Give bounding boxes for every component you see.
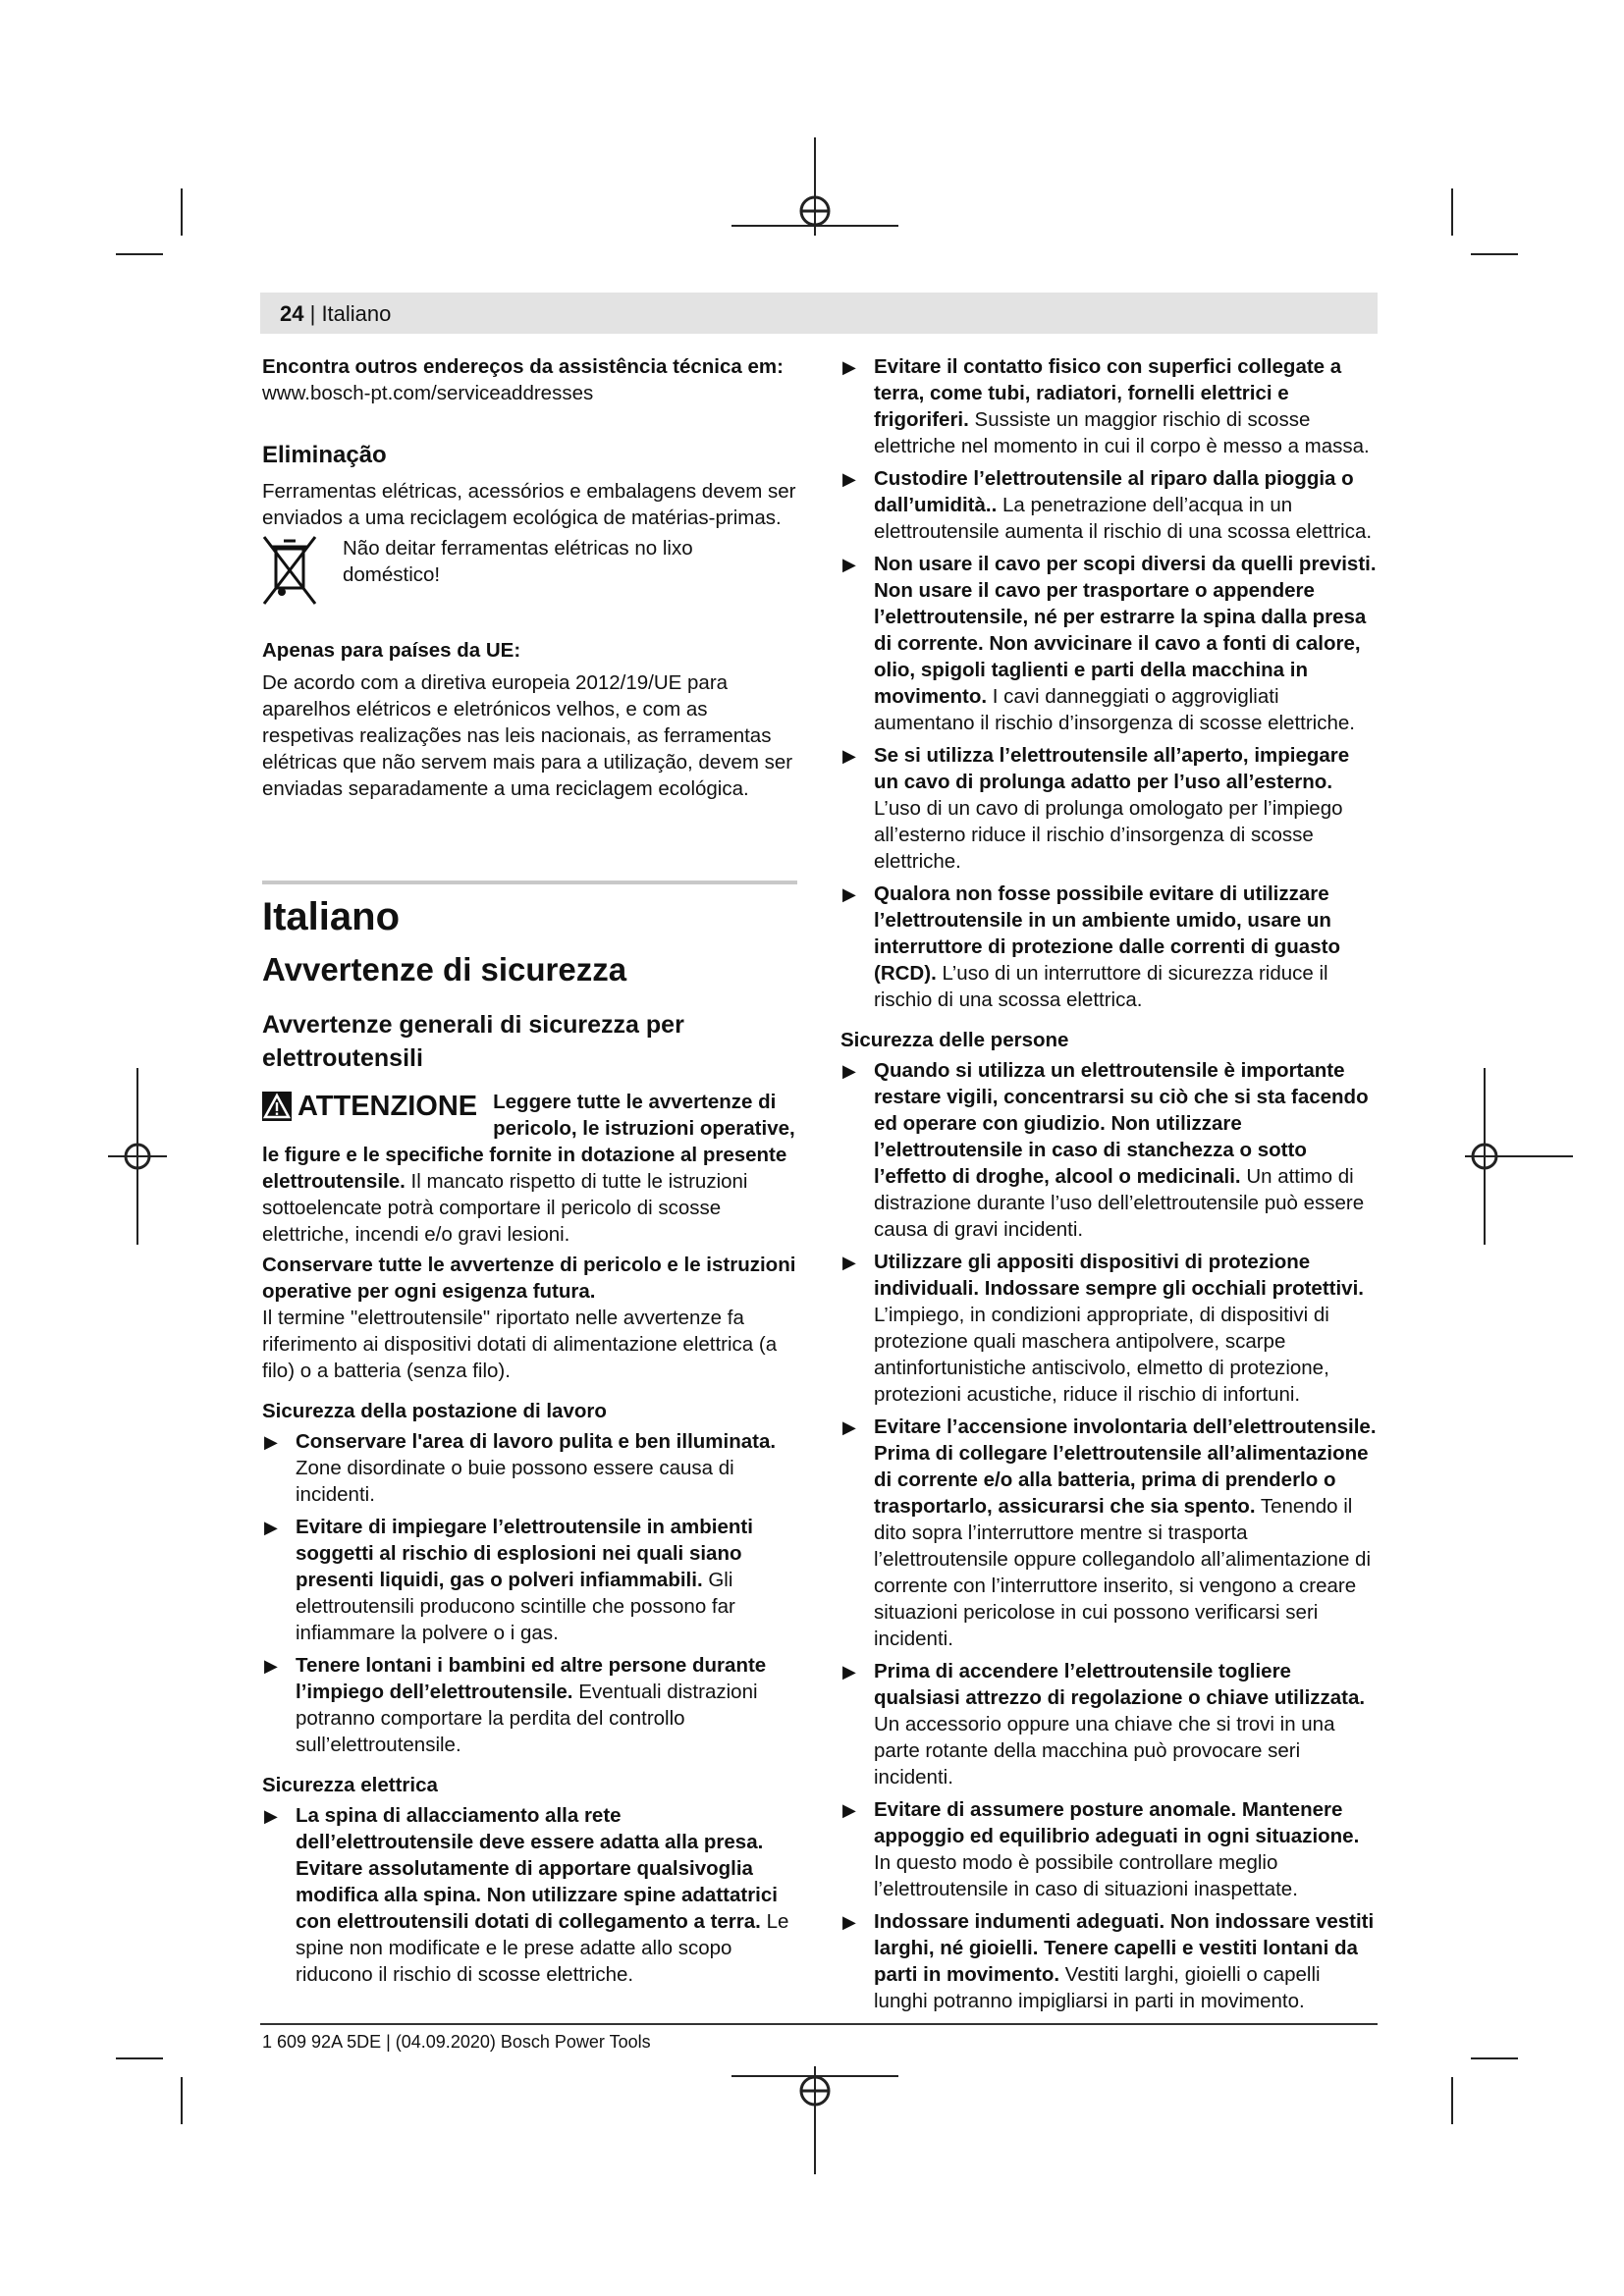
list-item bbox=[840, 1908, 1379, 2014]
bullet-arrow-icon: ▶ bbox=[842, 1912, 856, 1932]
language-heading: Italiano bbox=[262, 895, 401, 938]
bullet-arrow-icon: ▶ bbox=[264, 1806, 278, 1826]
work-area-list bbox=[262, 1428, 797, 1758]
warning-label: ATTENZIONE bbox=[298, 1091, 478, 1122]
item-bold: Qualora non fosse possibile evitare di utilizzare l’elettroutensile in un ambiente umido, usare un interruttore di protezione dalle correnti di guasto (RCD). bbox=[874, 882, 1340, 985]
bullet-arrow-icon: ▶ bbox=[842, 1061, 856, 1081]
list-item bbox=[840, 881, 1379, 1013]
right-column bbox=[840, 353, 1379, 2020]
warning-icon bbox=[262, 1092, 292, 1121]
safety-heading: Avvertenze di sicurezza bbox=[262, 951, 627, 988]
bullet-arrow-icon: ▶ bbox=[842, 884, 856, 904]
weee-notice bbox=[262, 535, 797, 614]
list-item bbox=[262, 1802, 797, 1988]
item-text: L’impiego, in condizioni appropriate, di dispositivi di protezione quali maschera antipolvere, scarpe antinfortunistiche antiscivolo, elmetto di protezione, protezioni acustiche, riduce il rischio di infortuni. bbox=[874, 1304, 1329, 1406]
eu-text: De acordo com a diretiva europeia 2012/19/UE para aparelhos elétricos e eletrónicos velhos, e com as respetivas realizações nas leis nacionais, as ferramentas elétricas que não servem mais para a utilização, devem ser enviadas separadamente a uma reciclagem ecológica. bbox=[262, 671, 793, 800]
registration-mark-left bbox=[108, 1068, 167, 1245]
bullet-arrow-icon: ▶ bbox=[842, 1662, 856, 1682]
list-item bbox=[840, 742, 1379, 875]
electrical-list-right bbox=[840, 353, 1379, 1013]
item-text: La penetrazione dell’acqua in un elettroutensile aumenta il rischio di una scossa elettrica. bbox=[874, 494, 1373, 543]
work-area-heading: Sicurezza della postazione di lavoro bbox=[262, 1400, 607, 1422]
item-bold: Conservare l'area di lavoro pulita e ben illuminata. bbox=[296, 1430, 777, 1453]
item-text: Zone disordinate o buie possono essere causa di incidenti. bbox=[296, 1457, 734, 1506]
item-bold: Evitare di assumere posture anomale. Mantenere appoggio ed equilibrio adeguati in ogni situazione. bbox=[874, 1798, 1360, 1847]
item-bold: La spina di allacciamento alla rete dell’elettroutensile deve essere adatta alla presa. Evitare assolutamente di apportare qualsivoglia modifica alla spina. Non utilizzare spine adattatrici con elettroutensili dotati di collegamento a terra. bbox=[296, 1804, 778, 1933]
list-item bbox=[840, 1658, 1379, 1790]
item-text: Eventuali distrazioni potranno comportare la perdita del controllo sull’elettroutensile. bbox=[296, 1681, 758, 1756]
crossed-bin-icon bbox=[262, 535, 317, 614]
header-language: Italiano bbox=[321, 301, 392, 326]
bullet-arrow-icon: ▶ bbox=[842, 555, 856, 574]
bullet-arrow-icon: ▶ bbox=[842, 746, 856, 766]
item-bold: Evitare di impiegare l’elettroutensile in ambienti soggetti al rischio di esplosioni nei quali siano presenti liquidi, gas o polveri infiammabili. bbox=[296, 1516, 753, 1591]
electrical-list-left bbox=[262, 1802, 797, 1988]
personal-heading: Sicurezza delle persone bbox=[840, 1029, 1069, 1051]
bullet-arrow-icon: ▶ bbox=[842, 357, 856, 377]
item-bold: Se si utilizza l’elettroutensile all’aperto, impiegare un cavo di prolunga adatto per l’uso all’esterno. bbox=[874, 744, 1350, 793]
service-title: Encontra outros endereços da assistência técnica em: bbox=[262, 355, 784, 378]
list-item bbox=[840, 465, 1379, 545]
registration-mark-top bbox=[727, 137, 903, 236]
section-divider bbox=[262, 881, 797, 884]
bullet-arrow-icon: ▶ bbox=[842, 1800, 856, 1820]
warning-bold: Leggere tutte le avvertenze di pericolo, le istruzioni operative, le figure e le specifiche fornite in dotazione al presente elettroutensile. bbox=[262, 1091, 795, 1193]
service-url[interactable]: www.bosch-pt.com/serviceaddresses bbox=[262, 382, 594, 404]
item-bold: Non usare il cavo per scopi diversi da quelli previsti. Non usare il cavo per trasportare o appendere l’elettroutensile, né per estrarre la spina dalla presa di corrente. Non avvicinare il cavo a fonti di calore, olio, spigoli taglienti e parti della macchina in movimento. bbox=[874, 553, 1377, 708]
list-item bbox=[840, 353, 1379, 459]
warning-block bbox=[262, 1089, 797, 1248]
bullet-arrow-icon: ▶ bbox=[842, 1253, 856, 1272]
item-bold: Evitare il contatto fisico con superfici collegate a terra, come tubi, radiatori, fornelli elettrici e frigoriferi. bbox=[874, 355, 1342, 431]
general-heading: Avvertenze generali di sicurezza per elettroutensili bbox=[262, 1011, 684, 1072]
item-text: Sussiste un maggior rischio di scosse elettriche nel momento in cui il corpo è messo a massa. bbox=[874, 408, 1370, 457]
item-bold: Custodire l’elettroutensile al riparo dalla pioggia o dall’umidità.. bbox=[874, 467, 1354, 516]
item-text: In questo modo è possibile controllare meglio l’elettroutensile in caso di situazioni inaspettate. bbox=[874, 1851, 1298, 1900]
list-item bbox=[840, 1414, 1379, 1652]
page-footer: 1 609 92A 5DE | (04.09.2020) Bosch Power Tools bbox=[262, 2032, 651, 2052]
eu-heading: Apenas para países da UE: bbox=[262, 639, 521, 662]
registration-mark-right bbox=[1465, 1068, 1573, 1245]
item-text: Vestiti larghi, gioielli o capelli lunghi potranno impigliarsi in parti in movimento. bbox=[874, 1963, 1321, 2012]
list-item bbox=[262, 1514, 797, 1646]
bullet-arrow-icon: ▶ bbox=[264, 1432, 278, 1452]
warning-text: Il mancato rispetto di tutte le istruzioni sottoelencate potrà comportare il pericolo di scosse elettriche, incendi e/o gravi lesioni. bbox=[262, 1170, 748, 1246]
footer-rule bbox=[260, 2023, 1378, 2025]
item-text: Un accessorio oppure una chiave che si trovi in una parte rotante della macchina può provocare seri incidenti. bbox=[874, 1713, 1335, 1789]
item-bold: Quando si utilizza un elettroutensile è importante restare vigili, concentrarsi su ciò che si sta facendo ed operare con giudizio. Non utilizzare l’elettroutensile in caso di stanchezza o sotto l’effetto di droghe, alcool o medicinali. bbox=[874, 1059, 1369, 1188]
bullet-arrow-icon: ▶ bbox=[264, 1518, 278, 1537]
disposal-text: Ferramentas elétricas, acessórios e embalagens devem ser enviados a uma reciclagem ecológica de matérias-primas. bbox=[262, 480, 796, 529]
weee-text: Não deitar ferramentas elétricas no lixo doméstico! bbox=[343, 537, 693, 586]
item-bold: Indossare indumenti adeguati. Non indossare vestiti larghi, né gioielli. Tenere capelli e vestiti lontani da parti in movimento. bbox=[874, 1910, 1375, 1986]
item-bold: Prima di accendere l’elettroutensile togliere qualsiasi attrezzo di regolazione o chiave utilizzata. bbox=[874, 1660, 1366, 1709]
left-column bbox=[262, 353, 797, 1994]
header-separator: | bbox=[309, 301, 322, 326]
list-item bbox=[262, 1428, 797, 1508]
item-text: Un attimo di distrazione durante l’uso dell’elettroutensile può essere causa di gravi incidenti. bbox=[874, 1165, 1365, 1241]
bullet-arrow-icon: ▶ bbox=[842, 1417, 856, 1437]
registration-mark-bottom bbox=[727, 2066, 903, 2174]
keep-instructions: Conservare tutte le avvertenze di pericolo e le istruzioni operative per ogni esigenza futura. bbox=[262, 1254, 796, 1303]
item-bold: Tenere lontani i bambini ed altre persone durante l’impiego dell’elettroutensile. bbox=[296, 1654, 767, 1703]
item-bold: Utilizzare gli appositi dispositivi di protezione individuali. Indossare sempre gli occhiali protettivi. bbox=[874, 1251, 1364, 1300]
list-item bbox=[840, 1057, 1379, 1243]
item-text: L’uso di un cavo di prolunga omologato per l’impiego all’esterno riduce il rischio d’insorgenza di scosse elettriche. bbox=[874, 797, 1343, 873]
list-item bbox=[840, 1249, 1379, 1408]
bullet-arrow-icon: ▶ bbox=[842, 469, 856, 489]
list-item bbox=[840, 1796, 1379, 1902]
item-text: Gli elettroutensili producono scintille che possono far infiammare la polvere o i gas. bbox=[296, 1569, 735, 1644]
list-item bbox=[262, 1652, 797, 1758]
disposal-heading: Eliminação bbox=[262, 442, 387, 468]
page-number: 24 bbox=[280, 301, 304, 326]
warning-badge bbox=[262, 1091, 477, 1122]
term-definition: Il termine "elettroutensile" riportato nelle avvertenze fa riferimento ai dispositivi dotati di alimentazione elettrica (a filo) o a batteria (senza filo). bbox=[262, 1307, 778, 1382]
bullet-arrow-icon: ▶ bbox=[264, 1656, 278, 1676]
item-text: Tenendo il dito sopra l’interruttore mentre si trasporta l’elettroutensile oppure collegandolo all’alimentazione di corrente con l’interruttore inserito, si vengono a creare situazioni pericolose in cui possono verificarsi seri incidenti. bbox=[874, 1495, 1371, 1650]
item-text: Le spine non modificate e le prese adatte allo scopo riducono il rischio di scosse elettriche. bbox=[296, 1910, 789, 1986]
personal-list bbox=[840, 1057, 1379, 2014]
list-item bbox=[840, 551, 1379, 736]
page-header bbox=[260, 293, 1378, 334]
item-text: I cavi danneggiati o aggrovigliati aumentano il rischio d’insorgenza di scosse elettriche. bbox=[874, 685, 1355, 734]
item-text: L’uso di un interruttore di sicurezza riduce il rischio di una scossa elettrica. bbox=[874, 962, 1328, 1011]
item-bold: Evitare l’accensione involontaria dell’elettroutensile. Prima di collegare l’elettroutensile all’alimentazione di corrente e/o alla batteria, prima di prenderlo o trasportarlo, assicurarsi che sia spento. bbox=[874, 1415, 1377, 1518]
electrical-heading: Sicurezza elettrica bbox=[262, 1774, 438, 1796]
